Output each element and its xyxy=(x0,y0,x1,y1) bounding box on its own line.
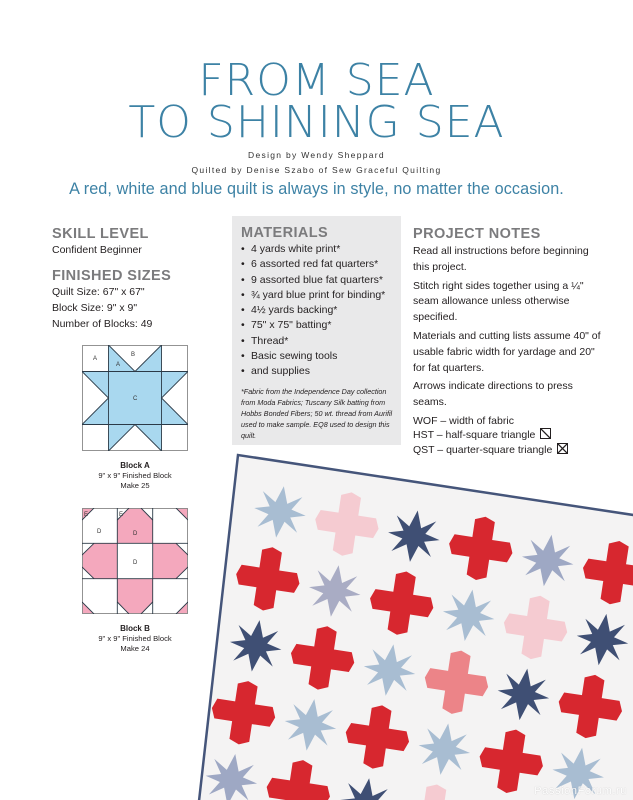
materials-item: • 6 assorted red fat quarters* xyxy=(241,257,401,272)
piece-label: B xyxy=(131,352,136,358)
design-credit: Design by Wendy Sheppard xyxy=(248,150,385,160)
note-paragraph: Materials and cutting lists assume 40" of usable fabric width for yardage and 20" for fat quarters. xyxy=(413,329,601,374)
piece-label: D xyxy=(133,531,138,537)
abbreviation-text: HST – half-square triangle xyxy=(413,429,536,442)
note-paragraph: Stitch right sides together using a ¼" seam allowance unless otherwise specified. xyxy=(413,279,584,324)
skill-level-heading: SKILL LEVEL xyxy=(52,226,149,242)
materials-item: • 4½ yards backing* xyxy=(241,303,401,318)
block-b-size: 9" x 9" Finished Block xyxy=(98,634,172,643)
block-size: Block Size: 9" x 9" xyxy=(52,302,138,314)
quilt-size: Quilt Size: 67" x 67" xyxy=(52,286,145,298)
piece-label: A xyxy=(93,356,98,362)
skill-level-value: Confident Beginner xyxy=(52,244,142,256)
piece-label: E xyxy=(84,512,89,518)
block-a-title: Block A xyxy=(120,461,150,470)
title-line-2: TO SHINING SEA xyxy=(128,97,505,148)
abbreviation-text: WOF – width of fabric xyxy=(413,414,514,427)
piece-label: D xyxy=(133,560,138,566)
number-of-blocks: Number of Blocks: 49 xyxy=(52,318,153,330)
materials-item: • 4 yards white print* xyxy=(241,242,401,257)
materials-item-continued: • and supplies xyxy=(241,364,401,379)
piece-label: C xyxy=(133,396,138,402)
piece-label: D xyxy=(97,529,102,535)
quilting-credit: Quilted by Denise Szabo of Sew Graceful Quilting xyxy=(191,165,442,175)
abbreviation-text: QST – quarter-square triangle xyxy=(413,443,553,456)
watermark: PassionForum.ru xyxy=(534,785,627,797)
title-line-1: FROM SEA xyxy=(198,55,435,106)
block-b-make: Make 24 xyxy=(120,644,150,653)
subtitle: A red, white and blue quilt is always in style, no matter the occasion. xyxy=(69,180,564,198)
piece-label: A xyxy=(116,362,121,368)
note-paragraph: Arrows indicate directions to press seams. xyxy=(413,380,573,409)
project-notes-heading: PROJECT NOTES xyxy=(413,226,541,242)
block-b-title: Block B xyxy=(120,624,150,633)
materials-item: • Basic sewing tools xyxy=(241,349,401,364)
materials-footnote: *Fabric from the Independence Day collection from Moda Fabrics; Tuscany Silk batting from Hobbs Bonded Fibers; 50 wt. thread from Aurifil used to make sample. EQ8 used to design this quilt. xyxy=(241,386,393,441)
block-a-size: 9" x 9" Finished Block xyxy=(98,471,172,480)
materials-item: • 75" x 75" batting* xyxy=(241,318,401,333)
materials-heading: MATERIALS xyxy=(241,225,329,241)
piece-label: E xyxy=(119,512,124,518)
finished-sizes-heading: FINISHED SIZES xyxy=(52,268,172,284)
note-paragraph: Read all instructions before beginning this project. xyxy=(413,245,589,273)
block-a-make: Make 25 xyxy=(120,481,150,490)
materials-item: • ¾ yard blue print for binding* xyxy=(241,288,401,303)
materials-item: • 9 assorted blue fat quarters* xyxy=(241,273,401,288)
materials-item: • Thread* xyxy=(241,334,401,349)
